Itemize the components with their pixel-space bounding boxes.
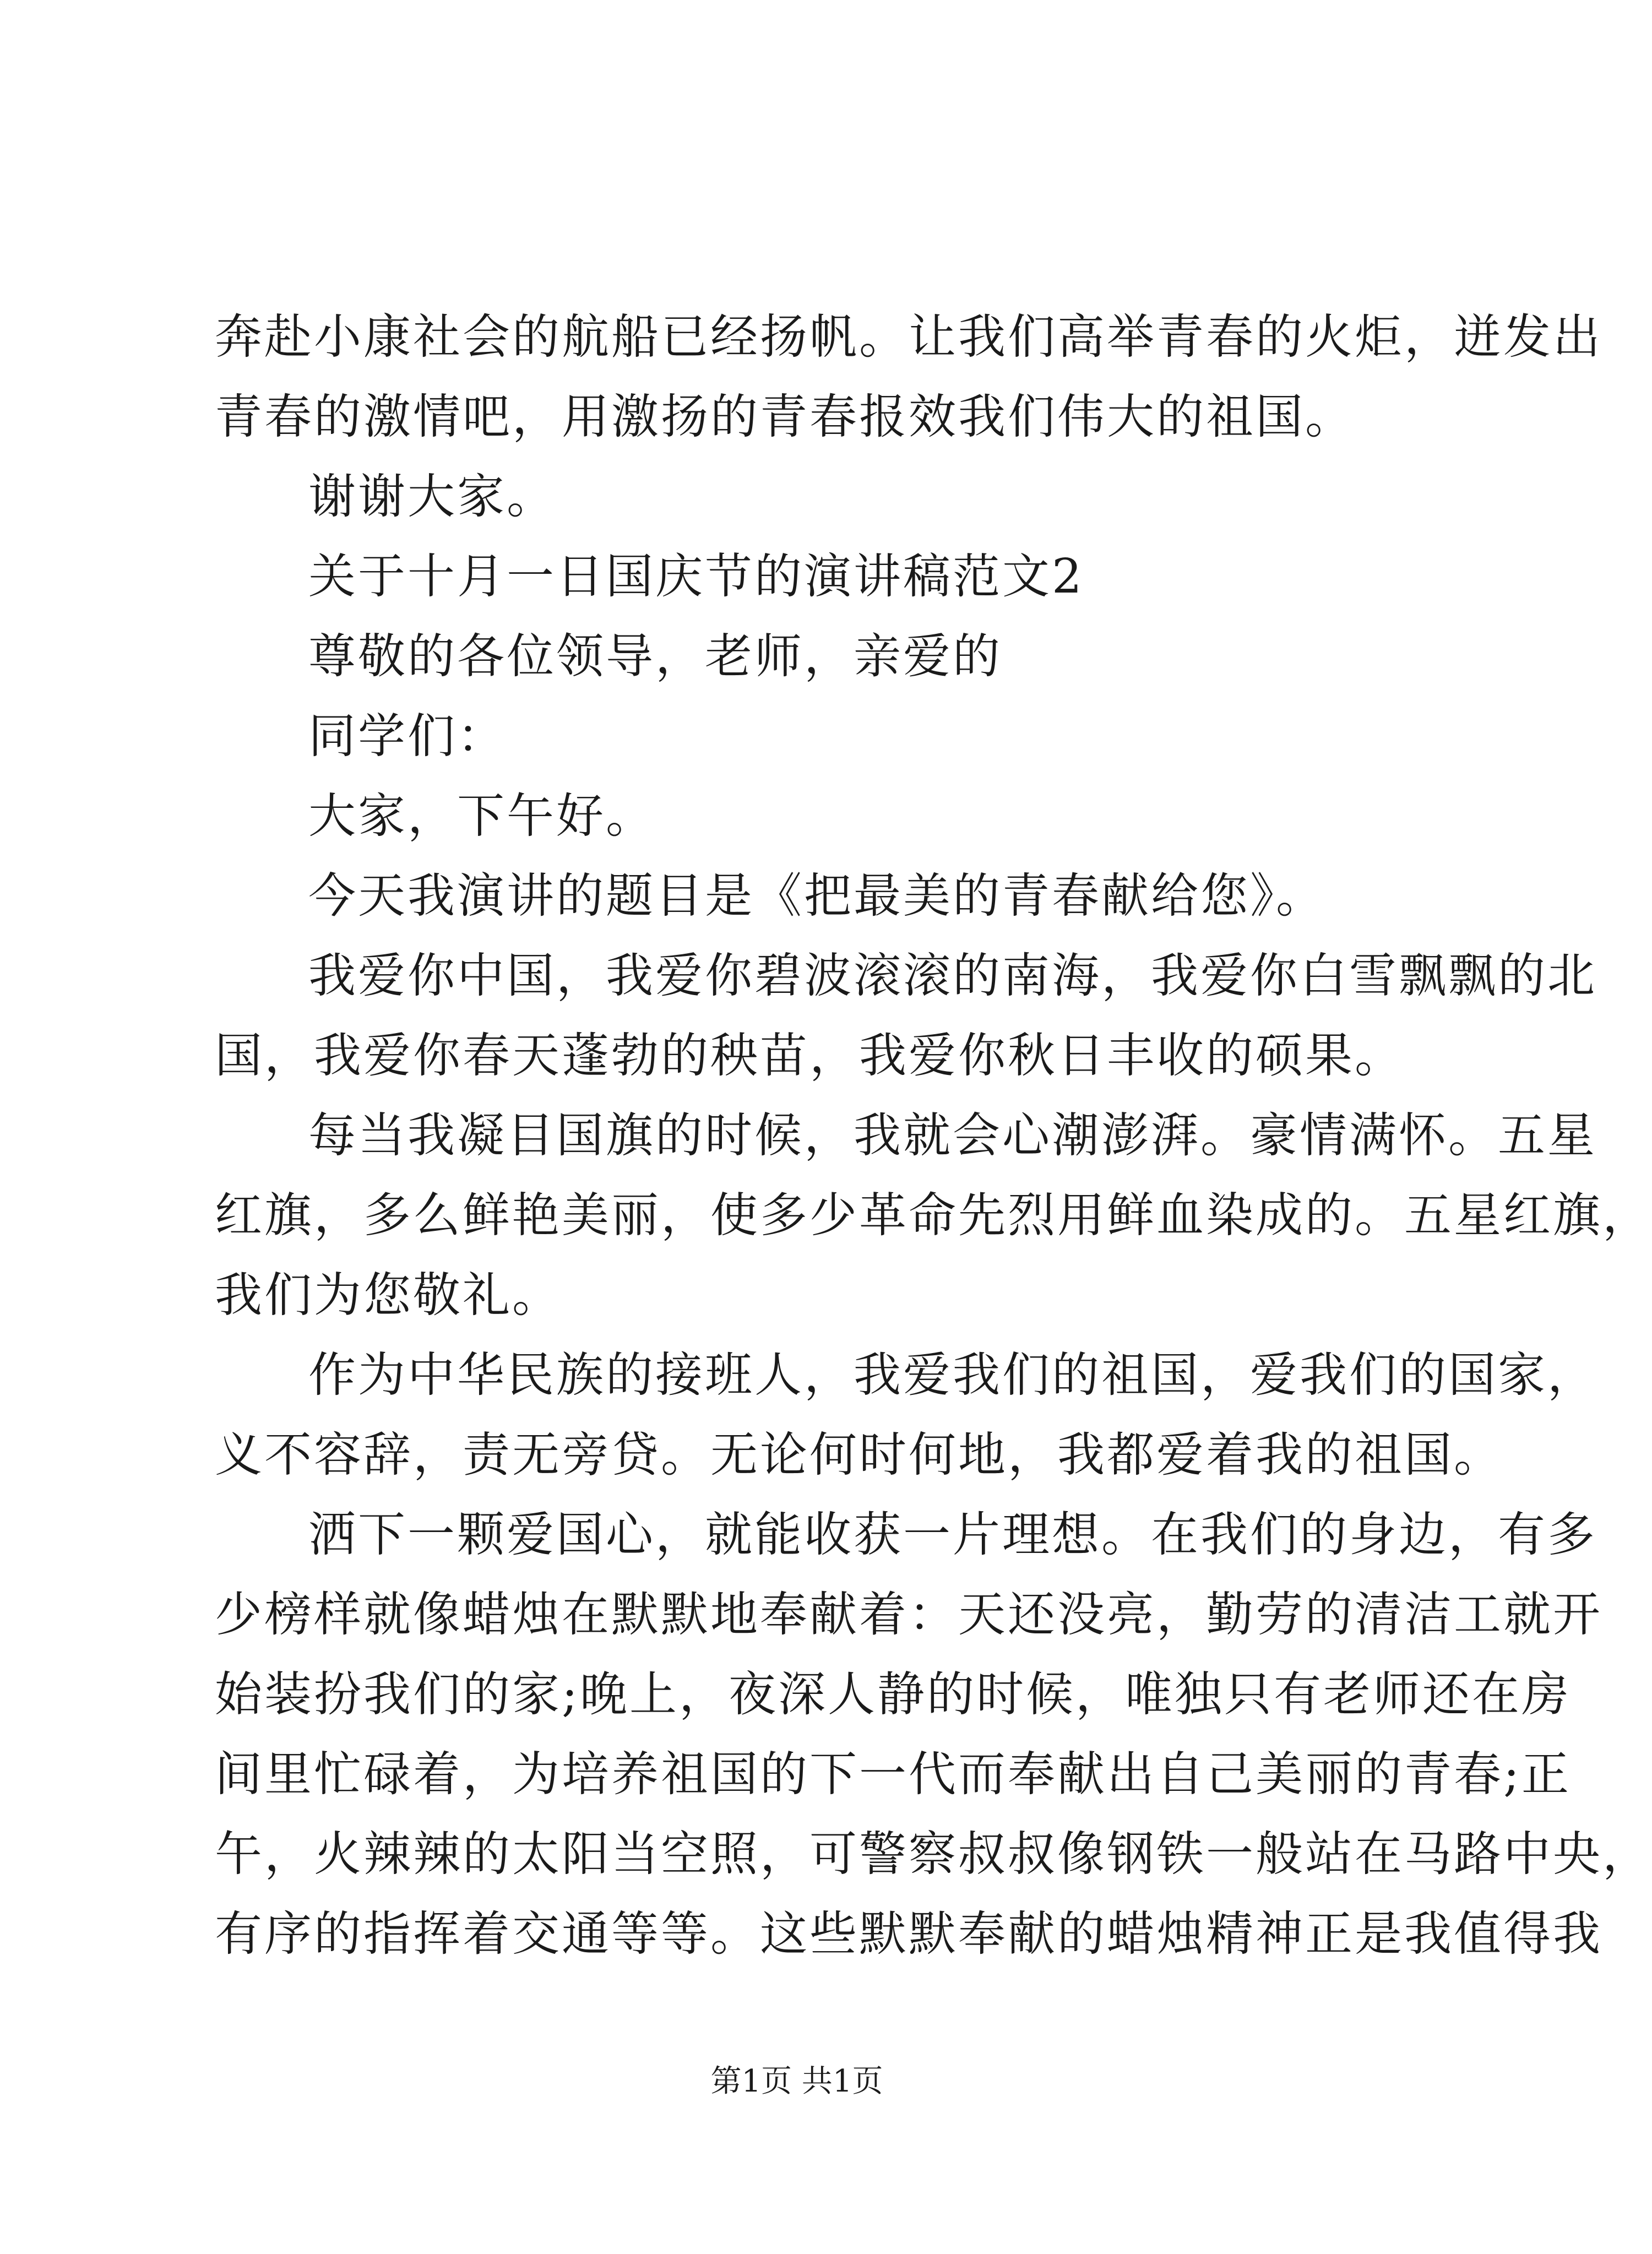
text-line: 少榜样就像蜡烛在默默地奉献着：天还没亮，勤劳的清洁工就开 bbox=[215, 1587, 1602, 1642]
text-line: 青春的激情吧，用激扬的青春报效我们伟大的祖国。 bbox=[215, 389, 1355, 444]
text-line: 每当我凝目国旗的时候，我就会心潮澎湃。豪情满怀。五星 bbox=[308, 1108, 1597, 1163]
text-line: 午，火辣辣的太阳当空照，可警察叔叔像钢铁一般站在马路中央， bbox=[215, 1827, 1652, 1882]
text-line: 谢谢大家。 bbox=[308, 469, 556, 524]
text-line: 洒下一颗爱国心，就能收获一片理想。在我们的身边，有多 bbox=[308, 1507, 1597, 1562]
text-line: 我爱你中国，我爱你碧波滚滚的南海，我爱你白雪飘飘的北 bbox=[308, 948, 1597, 1003]
text-line: 关于十月一日国庆节的演讲稿范文2 bbox=[308, 549, 1084, 604]
document-body bbox=[215, 297, 1652, 1974]
text-line: 红旗，多么鲜艳美丽，使多少革命先烈用鲜血染成的。五星红旗， bbox=[215, 1188, 1652, 1243]
text-line: 大家，下午好。 bbox=[308, 789, 655, 844]
text-line: 今天我演讲的题目是《把最美的青春献给您》。 bbox=[308, 868, 1325, 924]
text-line: 尊敬的各位领导，老师，亲爱的 bbox=[308, 629, 1002, 684]
text-line: 作为中华民族的接班人，我爱我们的祖国，爱我们的国家， bbox=[308, 1348, 1597, 1403]
text-line: 义不容辞，责无旁贷。无论何时何地，我都爱着我的祖国。 bbox=[215, 1427, 1503, 1482]
text-line: 间里忙碌着，为培养祖国的下一代而奉献出自己美丽的青春;正 bbox=[215, 1747, 1571, 1802]
text-line: 有序的指挥着交通等等。这些默默奉献的蜡烛精神正是我值得我 bbox=[215, 1907, 1602, 1962]
text-line: 同学们： bbox=[308, 709, 507, 764]
text-line: 始装扮我们的家;晚上，夜深人静的时候，唯独只有老师还在房 bbox=[215, 1667, 1571, 1722]
text-line: 国，我爱你春天蓬勃的秧苗，我爱你秋日丰收的硕果。 bbox=[215, 1028, 1404, 1083]
text-line: 奔赴小康社会的航船已经扬帆。让我们高举青春的火炬，迸发出 bbox=[215, 309, 1602, 365]
page-footer: 第1页 共1页 bbox=[710, 2063, 883, 2099]
text-line: 我们为您敬礼。 bbox=[215, 1268, 562, 1323]
